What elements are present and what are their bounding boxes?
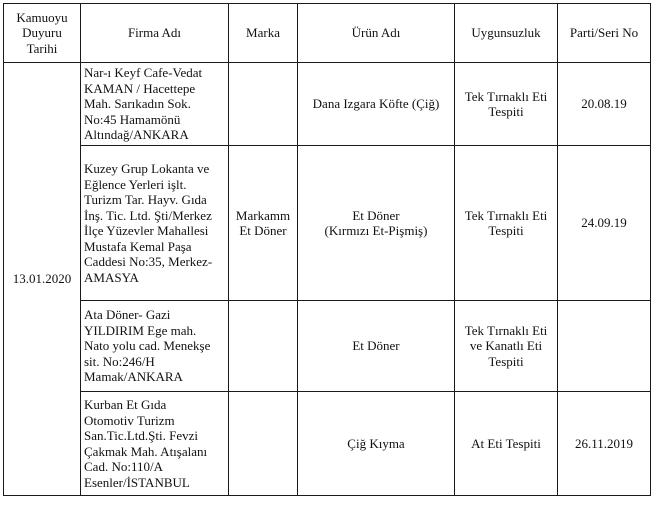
product-cell: Çiğ Kıyma: [298, 392, 455, 496]
nonconformity-cell: Tek Tırnaklı Eti Tespiti: [455, 146, 558, 301]
batch-cell: 26.11.2019: [558, 392, 651, 496]
table-row: [4, 392, 651, 496]
table-row: [4, 63, 651, 146]
firm-cell: Kuzey Grup Lokanta ve Eğlence Yerleri işlt. Turizm Tar. Hayv. Gıda İnş. Tic. Ltd. Şti/Merkez İlçe Yüzevler Mahallesi Mustafa Kemal Paşa Caddesi No:35, Merkez- AMASYA: [81, 146, 229, 301]
batch-cell: [558, 301, 651, 392]
header-product: Ürün Adı: [298, 4, 455, 63]
brand-cell: [229, 301, 298, 392]
brand-cell: Markamm Et Döner: [229, 146, 298, 301]
product-cell: Et Döner: [298, 301, 455, 392]
header-firm: Firma Adı: [81, 4, 229, 63]
header-brand: Marka: [229, 4, 298, 63]
product-cell: Et Döner (Kırmızı Et-Pişmiş): [298, 146, 455, 301]
header-nonconformity: Uygunsuzluk: [455, 4, 558, 63]
brand-cell: [229, 392, 298, 496]
nonconformity-cell: Tek Tırnaklı Eti Tespiti: [455, 63, 558, 146]
product-cell: Dana Izgara Köfte (Çiğ): [298, 63, 455, 146]
firm-cell: Ata Döner- Gazi YILDIRIM Ege mah. Nato yolu cad. Menekşe sit. No:246/H Mamak/ANKARA: [81, 301, 229, 392]
announcement-date-cell: 13.01.2020: [4, 63, 81, 496]
table-header-row: [4, 4, 651, 63]
nonconformity-cell: At Eti Tespiti: [455, 392, 558, 496]
header-date: Kamuoyu Duyuru Tarihi: [4, 4, 81, 63]
document-page: [3, 3, 651, 496]
batch-cell: 24.09.19: [558, 146, 651, 301]
header-batch: Parti/Seri No: [558, 4, 651, 63]
batch-cell: 20.08.19: [558, 63, 651, 146]
table-row: [4, 146, 651, 301]
table-row: [4, 301, 651, 392]
recall-table: [3, 3, 651, 496]
firm-cell: Kurban Et Gıda Otomotiv Turizm San.Tic.Ltd.Şti. Fevzi Çakmak Mah. Atışalanı Cad. No:110/A Esenler/İSTANBUL: [81, 392, 229, 496]
brand-cell: [229, 63, 298, 146]
nonconformity-cell: Tek Tırnaklı Eti ve Kanatlı Eti Tespiti: [455, 301, 558, 392]
firm-cell: Nar-ı Keyf Cafe-Vedat KAMAN / Hacettepe Mah. Sarıkadın Sok. No:45 Hamamönü Altındağ/ANKARA: [81, 63, 229, 146]
